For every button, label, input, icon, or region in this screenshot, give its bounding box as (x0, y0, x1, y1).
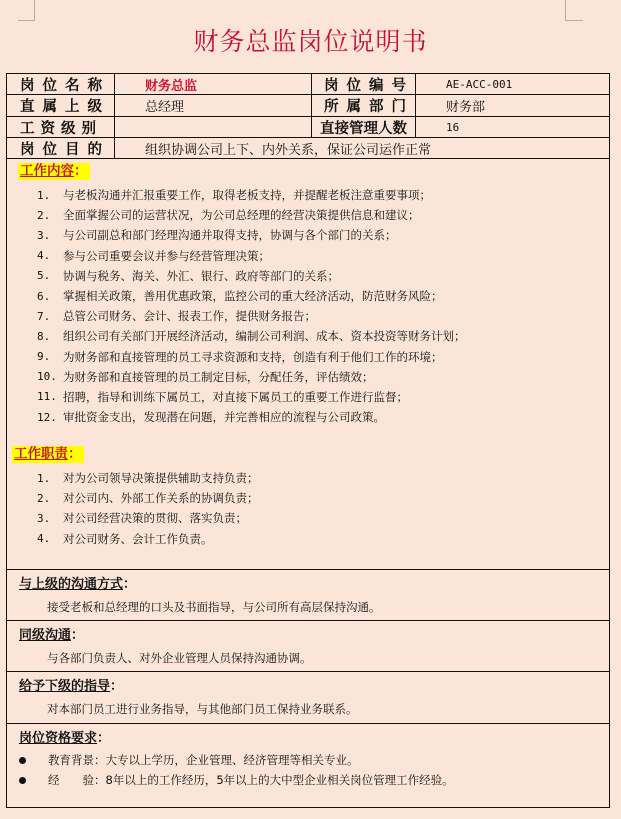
list-item: 7. 总管公司财务、会计、报表工作，提供财务报告； (37, 309, 316, 324)
info-row-salary (7, 117, 609, 138)
list-item: 4. 对公司财务、会计工作负责。 (37, 531, 213, 546)
peer-communication-section (7, 620, 609, 671)
info-row-purpose (7, 138, 609, 159)
label-direct-reports: 直接管理人数 (312, 117, 416, 137)
info-row-supervisor (7, 95, 609, 117)
document-title: 财务总监岗位说明书 (193, 27, 428, 56)
list-item: 1. 与老板沟通并汇报重要工作，取得老板支持，并提醒老板注意重要事项； (37, 188, 431, 203)
qualifications-section (7, 723, 609, 807)
list-item: 12. 审批资金支出，发现潜在问题，并完善相应的流程与公司政策。 (37, 410, 385, 425)
info-row-position-name (7, 74, 609, 95)
responsibilities-list (37, 468, 259, 549)
work-content-list (37, 185, 466, 427)
value-position-name[interactable]: 财务总监 (115, 74, 312, 94)
subordinate-guidance-heading: 给予下级的指导： (19, 679, 124, 694)
list-item: 2. 对公司内、外部工作关系的协调负责； (37, 491, 259, 506)
list-item: 1. 对为公司领导决策提供辅助支持负责； (37, 471, 259, 486)
list-item: 3. 对公司经营决策的贯彻、落实负责； (37, 511, 247, 526)
label-position-name: 岗位名称 (7, 74, 115, 94)
superior-communication-text: 接受老板和总经理的口头及书面指导，与公司所有高层保持沟通。 (47, 600, 381, 614)
qualification-item-experience: 经 验： 8年以上的工作经历，5年以上的大中型企业相关岗位管理工作经验。 (19, 772, 454, 788)
bullet-icon (19, 777, 26, 784)
value-department[interactable]: 财务部 (446, 100, 486, 115)
list-item: 8. 组织公司有关部门开展经济活动，编制公司利润、成本、资本投资等财务计划； (37, 329, 466, 344)
crop-mark-top-right (565, 0, 583, 21)
qualification-item-education: 教育背景： 大专以上学历，企业管理、经济管理等相关专业。 (19, 752, 359, 768)
label-direct-supervisor: 直属上级 (7, 95, 115, 116)
list-item: 5. 协调与税务、海关、外汇、银行、政府等部门的关系； (37, 268, 339, 283)
value-direct-reports[interactable]: 16 (446, 120, 460, 134)
subordinate-guidance-section (7, 671, 609, 723)
bullet-icon (19, 757, 26, 764)
value-position-code[interactable]: AE-ACC-001 (446, 77, 513, 91)
subordinate-guidance-text: 对本部门员工进行业务指导，与其他部门员工保持业务联系。 (47, 702, 358, 716)
list-item: 10. 为财务部和直接管理的员工制定目标，分配任务，评估绩效； (37, 369, 374, 384)
qualifications-heading: 岗位资格要求： (19, 731, 111, 746)
superior-communication-section (7, 569, 609, 620)
value-purpose[interactable]: 组织协调公司上下、内外关系，保证公司运作正常 (145, 142, 432, 158)
label-salary-grade: 工资级别 (7, 117, 115, 137)
value-salary-grade[interactable] (115, 117, 312, 137)
crop-mark-top-left (18, 0, 35, 21)
label-position-code: 岗位编号 (312, 74, 416, 94)
label-department: 所属部门 (312, 95, 416, 116)
label-purpose: 岗位目的 (7, 138, 115, 158)
value-direct-supervisor[interactable]: 总经理 (115, 95, 312, 116)
peer-communication-text: 与各部门负责人、对外企业管理人员保持沟通协调。 (47, 651, 312, 665)
list-item: 2. 全面掌握公司的运营状况，为公司总经理的经营决策提供信息和建议； (37, 208, 420, 223)
peer-communication-heading: 同级沟通： (19, 628, 85, 643)
list-item: 9. 为财务部和直接管理的员工寻求资源和支持，创造有利于他们工作的环境； (37, 349, 443, 364)
job-description-table (6, 73, 610, 808)
work-content-heading: 工作内容： (20, 163, 88, 179)
list-item: 4. 参与公司重要会议并参与经营管理决策； (37, 248, 270, 263)
responsibilities-heading: 工作职责： (14, 446, 82, 462)
list-item: 11. 招聘，指导和训练下属员工，对直接下属员工的重要工作进行监督； (37, 389, 408, 404)
list-item: 6. 掌握相关政策，善用优惠政策，监控公司的重大经济活动，防范财务风险； (37, 289, 443, 304)
superior-communication-heading: 与上级的沟通方式： (19, 577, 137, 592)
list-item: 3. 与公司副总和部门经理沟通并取得支持，协调与各个部门的关系； (37, 228, 397, 243)
